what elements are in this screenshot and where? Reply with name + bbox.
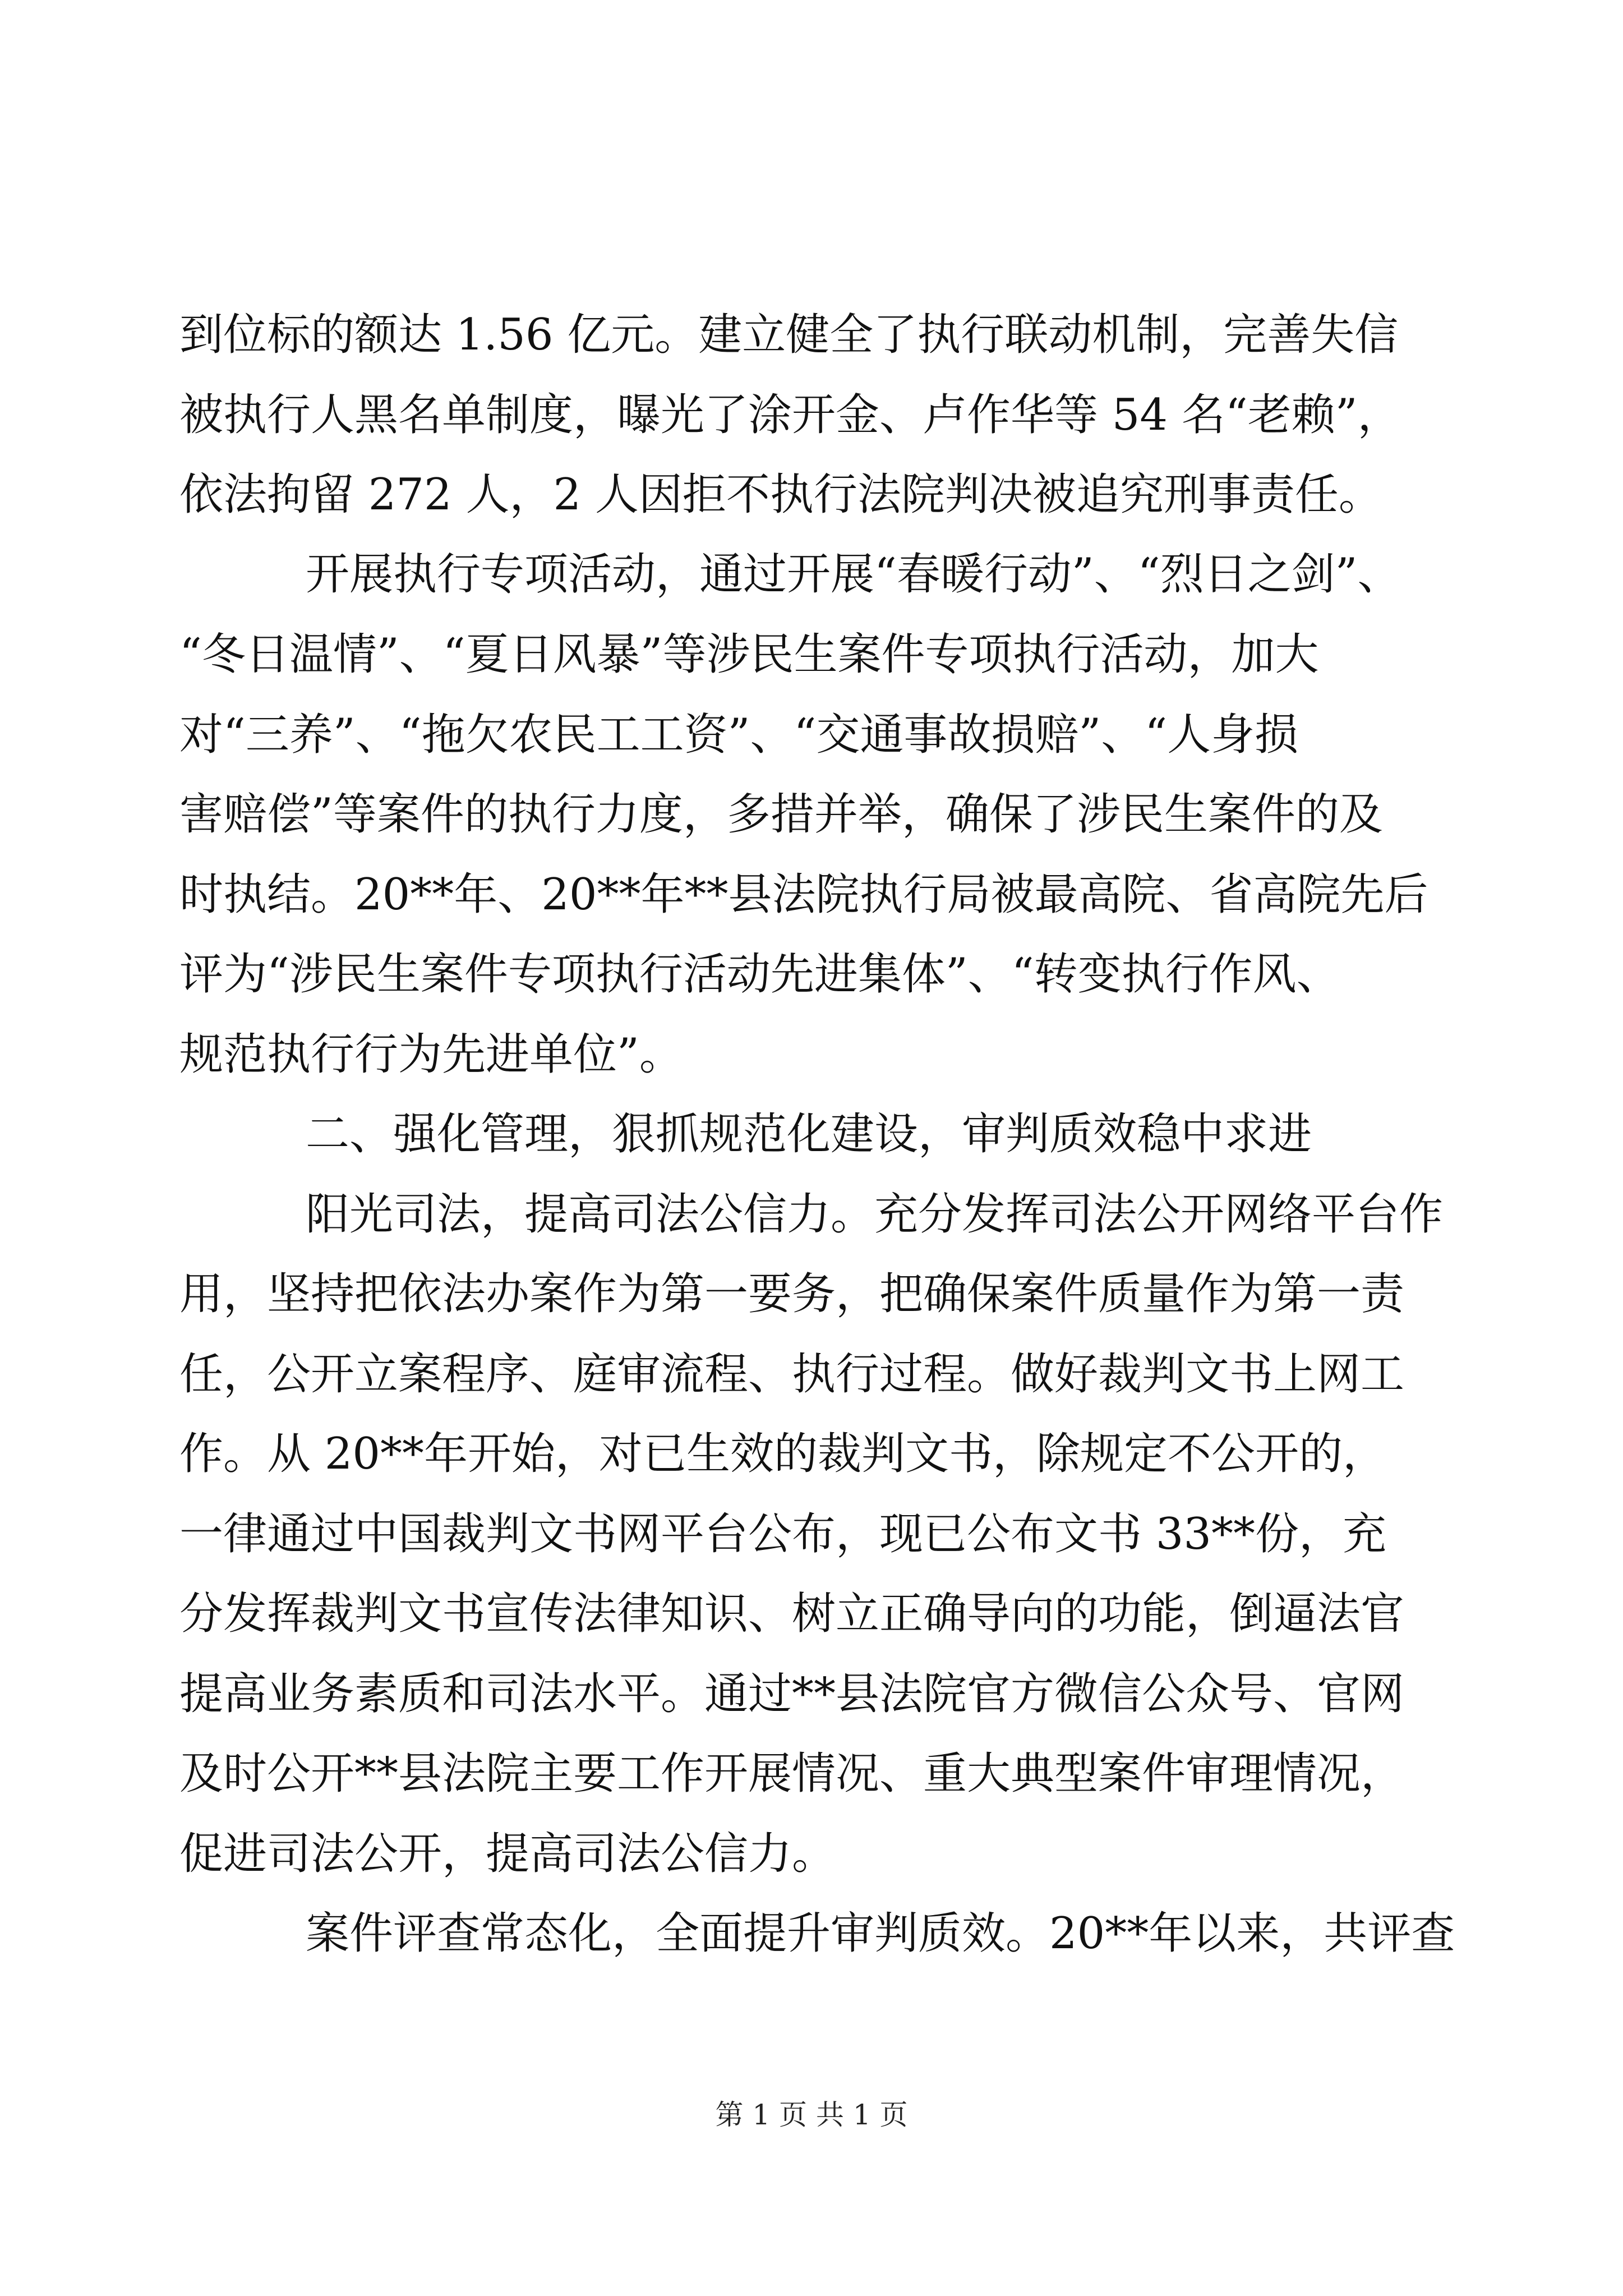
text-line-content: 提高业务素质和司法水平。通过**县法院官方微信公众号、官网 [179, 1669, 1405, 1719]
text-line-content: 案件评查常态化，全面提升审判质效。20**年以来，共评查 [306, 1908, 1455, 1959]
text-line [0, 1894, 1623, 1973]
page-number-label: 第 1 页 共 1 页 [715, 2099, 908, 2131]
text-line [0, 376, 1623, 454]
text-line-content: 分发挥裁判文书宣传法律知识、树立正确导向的功能，倒逼法官 [179, 1589, 1405, 1639]
text-line [0, 1175, 1623, 1254]
text-line [0, 696, 1623, 774]
text-line-content: 及时公开**县法院主要工作开展情况、重大典型案件审理情况， [179, 1749, 1405, 1799]
text-line [0, 1575, 1623, 1653]
text-line-content: 依法拘留 272 人，2 人因拒不执行法院判决被追究刑事责任。 [179, 470, 1382, 520]
text-line-content: 促进司法公开，提高司法公信力。 [179, 1829, 836, 1879]
text-line [0, 1335, 1623, 1414]
text-line-content: 害赔偿”等案件的执行力度，多措并举，确保了涉民生案件的及 [179, 789, 1383, 840]
text-line-content: 任，公开立案程序、庭审流程、执行过程。做好裁判文书上网工 [179, 1349, 1405, 1400]
text-line-content: 时执结。20**年、20**年**县法院执行局被最高院、省高院先后 [179, 869, 1428, 920]
text-line-content: 对“三养”、“拖欠农民工工资”、“交通事故损赔”、“人身损 [179, 710, 1299, 760]
text-line [0, 615, 1623, 694]
text-line [0, 855, 1623, 934]
text-line-content: “冬日温情”、“夏日风暴”等涉民生案件专项执行活动，加大 [179, 629, 1319, 680]
text-line-content: 开展执行专项活动，通过开展“春暖行动”、“烈日之剑”、 [306, 549, 1401, 600]
section-heading-text: 二、强化管理，狠抓规范化建设，审判质效稳中求进 [306, 1109, 1312, 1159]
text-line [0, 1255, 1623, 1333]
section-heading [0, 1095, 1623, 1174]
text-line-content: 评为“涉民生案件专项执行活动先进集体”、“转变执行作风、 [179, 949, 1340, 1000]
text-line [0, 1655, 1623, 1733]
text-line [0, 296, 1623, 374]
text-line [0, 1495, 1623, 1573]
text-line [0, 1734, 1623, 1813]
text-line-content: 用，坚持把依法办案作为第一要务，把确保案件质量作为第一责 [179, 1269, 1405, 1319]
text-line [0, 775, 1623, 854]
text-line-content: 一律通过中国裁判文书网平台公布，现已公布文书 33**份，充 [179, 1509, 1387, 1559]
text-line [0, 1015, 1623, 1094]
text-line [0, 455, 1623, 534]
text-line-content: 阳光司法，提高司法公信力。充分发挥司法公开网络平台作 [306, 1189, 1444, 1240]
text-line-content: 到位标的额达 1.56 亿元。建立健全了执行联动机制，完善失信 [179, 310, 1399, 360]
page-footer [0, 2090, 1623, 2140]
text-line-content: 规范执行行为先进单位”。 [179, 1029, 683, 1080]
text-line [0, 1415, 1623, 1493]
text-line [0, 535, 1623, 614]
text-line-content: 被执行人黑名单制度，曝光了涂开金、卢作华等 54 名“老赖”， [179, 390, 1401, 440]
text-line-content: 作。从 20**年开始，对已生效的裁判文书，除规定不公开的， [179, 1429, 1387, 1479]
text-line [0, 1815, 1623, 1893]
text-line [0, 935, 1623, 1014]
